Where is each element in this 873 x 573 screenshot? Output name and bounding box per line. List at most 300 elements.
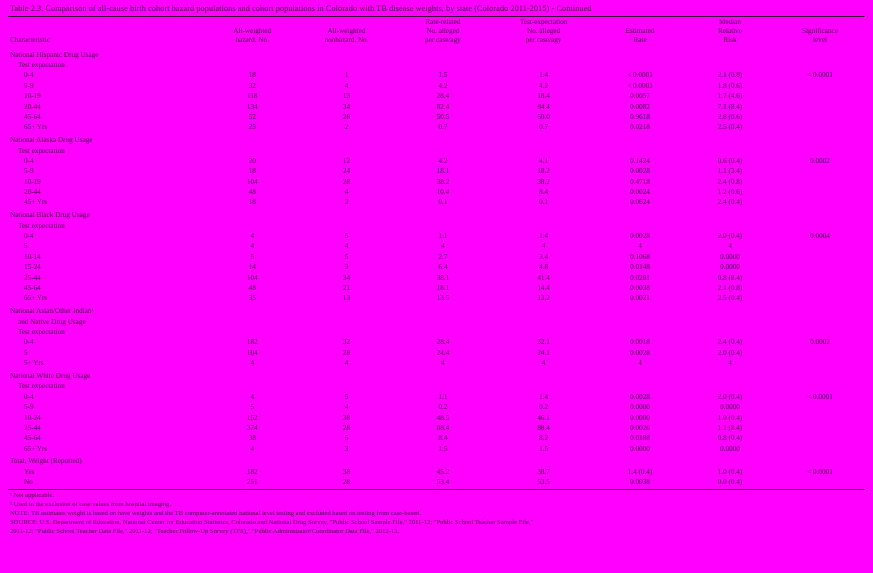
table-row (8, 167, 865, 177)
table-cell (775, 81, 865, 91)
table-cell (492, 304, 595, 317)
table-cell (492, 60, 595, 70)
table-cell: 0.0028 (630, 392, 650, 401)
table-cell (205, 208, 299, 221)
table-cell: 4 (638, 242, 642, 251)
table-cell: 45.2 (436, 467, 450, 476)
table-cell: 5 (344, 434, 349, 443)
table-cell (775, 208, 865, 221)
table-cell: 0.0148 (630, 263, 650, 272)
header-line: All-weighted (327, 27, 366, 36)
table-cell (394, 369, 493, 382)
table-cell: 50.5 (436, 112, 450, 121)
row-label: National White Drug Usage (10, 371, 91, 380)
table-cell: 0.1068 (630, 252, 650, 261)
table-cell (775, 198, 865, 208)
table-cell: 24.1 (537, 348, 550, 357)
table-cell: 1.4 (0.4) (627, 467, 653, 476)
row-label: 0-4 (24, 392, 34, 401)
table-cell: 0.1 (438, 198, 448, 207)
table-cell: 1.5 (438, 444, 448, 453)
table-cell (775, 221, 865, 231)
table-cell (775, 327, 865, 337)
table-cell: 2.7 (438, 252, 448, 261)
table-cell: 0.0000 (720, 403, 740, 412)
table-cell (205, 60, 299, 70)
table-cell: 18.1 (436, 167, 450, 176)
table-cell: 4 (728, 242, 732, 251)
table-cell (775, 123, 865, 133)
table-cell (394, 133, 493, 146)
table-cell (394, 327, 493, 337)
table-row (8, 317, 865, 327)
table-cell (775, 252, 865, 262)
table-cell: 0.1424 (630, 156, 650, 165)
table-cell: 5 (344, 252, 349, 261)
header-line: All-weighted (233, 27, 272, 36)
table-row (8, 208, 865, 221)
table-cell: 53.4 (436, 478, 450, 487)
table-cell: 1.0 (0.4) (717, 413, 743, 422)
table-cell: 0.0 (0.4) (717, 478, 743, 487)
row-label: 20-44 (24, 102, 41, 111)
table-cell: 28 (342, 177, 351, 186)
table-cell: 104 (246, 348, 258, 357)
row-label: 25-44 (24, 273, 41, 282)
table-cell (775, 146, 865, 156)
table-cell: 0.0002 (810, 156, 830, 165)
table-cell: 53.5 (537, 478, 550, 487)
table-cell (299, 133, 393, 146)
table-cell: 0.0004 (810, 232, 830, 241)
data-table (8, 17, 865, 488)
table-cell: 28 (342, 423, 351, 432)
table-cell (299, 60, 393, 70)
row-label: 15-24 (24, 263, 41, 272)
table-cell: 52 (248, 112, 256, 121)
table-cell (685, 48, 775, 61)
table-row (8, 146, 865, 156)
row-label: Test expectation (18, 61, 65, 69)
table-cell: 0.0028 (630, 167, 650, 176)
table-cell: 18.1 (436, 284, 450, 293)
table-cell: 13 (342, 92, 351, 101)
table-cell (394, 382, 493, 392)
table-cell: 3 (344, 198, 349, 207)
table-cell (205, 48, 299, 61)
row-label: 0-4 (24, 338, 34, 347)
table-cell: 12 (342, 156, 351, 165)
table-row (8, 71, 865, 81)
table-row (8, 348, 865, 358)
table-cell: 28 (342, 478, 351, 487)
table-cell (685, 382, 775, 392)
row-label: National Black Drug Usage (10, 211, 90, 220)
table-cell (492, 48, 595, 61)
row-label: National Hispanic Drug Usage (10, 50, 99, 59)
table-cell: 84.4 (537, 102, 550, 111)
table-cell (492, 221, 595, 231)
table-cell (299, 317, 393, 327)
table-cell (775, 273, 865, 283)
table-cell: 46.1 (537, 413, 550, 422)
table-row (8, 177, 865, 187)
header-line: per case/agy (525, 36, 562, 45)
table-row (8, 263, 865, 273)
table-cell: 1.7 (4.6) (717, 92, 743, 101)
table-cell (394, 221, 493, 231)
row-label: 45+ Yrs (24, 198, 48, 207)
table-cell (205, 382, 299, 392)
table-cell: 0.8 (8.4) (717, 273, 743, 282)
table-cell (299, 48, 393, 61)
table-cell (595, 327, 685, 337)
table-cell: 5 (250, 252, 255, 261)
table-cell: 4 (250, 242, 255, 251)
table-cell: 4.1 (539, 156, 549, 165)
table-cell: 104 (246, 273, 258, 282)
table-cell: 32 (248, 81, 256, 90)
table-cell (595, 208, 685, 221)
header-all-weighted-hazard (205, 17, 299, 48)
table-cell (775, 423, 865, 433)
table-cell: 4 (250, 359, 255, 368)
table-cell (775, 413, 865, 423)
row-label: and Native Drug Usage (18, 317, 86, 326)
row-label: 65+ Yrs (24, 294, 48, 303)
table-cell (394, 146, 493, 156)
table-row (8, 359, 865, 369)
header-line: No. alleged (426, 27, 460, 36)
table-cell (775, 133, 865, 146)
row-label: Test expectation (18, 221, 65, 230)
table-row (8, 423, 865, 433)
table-cell (205, 454, 299, 467)
table-cell: 0.0038 (630, 478, 650, 487)
table-cell: 18 (248, 71, 256, 80)
table-row (8, 48, 865, 61)
table-cell: 0.0002 (810, 338, 830, 347)
table-cell: 2.8 (0.6) (717, 112, 743, 121)
table-cell (775, 444, 865, 454)
table-row (8, 327, 865, 337)
table-cell: 1.1 (438, 232, 448, 241)
table-cell: 0.0018 (630, 338, 650, 347)
table-cell: 0.0000 (720, 444, 740, 453)
table-cell (299, 382, 393, 392)
row-label: Test expectation (18, 327, 65, 336)
table-cell (492, 146, 595, 156)
header-line: No. alleged (527, 27, 561, 36)
table-cell: 3 (344, 444, 349, 453)
table-cell: 8.2 (539, 434, 549, 443)
table-cell (775, 112, 865, 122)
table-cell: 4.8 (539, 263, 549, 272)
row-label: No (24, 478, 33, 487)
table-cell: 1.1 (8.4) (717, 423, 743, 432)
table-row (8, 92, 865, 102)
table-cell (685, 60, 775, 70)
row-label: 10-24 (24, 413, 41, 422)
table-cell: 118 (246, 92, 258, 101)
row-label: 65+ Yrs (24, 444, 48, 453)
table-row (8, 338, 865, 348)
table-cell (685, 146, 775, 156)
table-cell: 1.2 (0.6) (717, 188, 743, 197)
table-cell (205, 304, 299, 317)
table-cell (775, 294, 865, 304)
table-row (8, 156, 865, 166)
footnote-line: ¹ Not applicable. (10, 492, 54, 500)
table-cell (595, 369, 685, 382)
table-cell (492, 369, 595, 382)
table-cell: 182 (246, 467, 258, 476)
header-line: Risk (723, 36, 737, 45)
table-cell (775, 188, 865, 198)
row-label: 5-9 (24, 403, 34, 412)
table-cell: 4 (250, 444, 255, 453)
table-cell: 4 (728, 359, 732, 368)
table-cell: 18 (248, 167, 256, 176)
table-cell (492, 208, 595, 221)
table-cell (492, 327, 595, 337)
table-row (8, 369, 865, 382)
row-label: 25-44 (24, 423, 41, 432)
table-cell (775, 242, 865, 252)
table-cell: 0.0000 (630, 413, 650, 422)
table-cell: 28.4 (436, 92, 450, 101)
table-cell: 4.2 (438, 156, 448, 165)
table-cell: 38.1 (436, 273, 450, 282)
table-cell: 0.1 (539, 198, 549, 207)
table-cell (775, 382, 865, 392)
table-cell: 2.4 (0.8) (717, 177, 743, 186)
table-cell: 4 (344, 359, 349, 368)
row-label: 5 (24, 348, 28, 357)
table-cell (775, 359, 865, 369)
table-cell (685, 221, 775, 231)
table-cell: 32.1 (537, 338, 550, 347)
table-cell: 4 (344, 188, 349, 197)
table-row (8, 198, 865, 208)
table-cell (685, 327, 775, 337)
table-cell (394, 304, 493, 317)
header-characteristic: Characteristic (10, 36, 50, 45)
table-cell: 4 (250, 232, 255, 241)
table-cell (205, 221, 299, 231)
table-cell (205, 369, 299, 382)
table-cell: 4 (441, 242, 445, 251)
header-line: Estimated (625, 27, 655, 36)
table-cell: < 0.0001 (627, 81, 653, 90)
table-cell: 2.0 (0.4) (717, 392, 743, 401)
table-row (8, 467, 865, 477)
table-cell: 18 (248, 198, 256, 207)
table-cell: 2.0 (0.4) (717, 348, 743, 357)
table-cell (775, 454, 865, 467)
table-cell: 48.5 (436, 413, 450, 422)
table-cell: 2.5 (0.4) (717, 123, 743, 132)
table-row (8, 188, 865, 198)
table-cell: 251 (246, 478, 258, 487)
table-cell (394, 317, 493, 327)
table-cell (685, 369, 775, 382)
row-label: 65+ Yrs (24, 123, 48, 132)
table-row (8, 413, 865, 423)
table-row (8, 478, 865, 488)
row-label: 0-4 (24, 156, 34, 165)
row-label: 5+ Yrs (24, 359, 44, 368)
table-cell: 0.6 (0.4) (717, 156, 743, 165)
table-cell: 38 (342, 467, 351, 476)
table-cell (595, 454, 685, 467)
table-cell (394, 60, 493, 70)
table-cell (394, 48, 493, 61)
header-test-expectation (492, 17, 595, 48)
table-cell (685, 208, 775, 221)
table-cell: 14.4 (537, 284, 550, 293)
header-line: hazard, No. (235, 36, 269, 45)
table-cell (492, 133, 595, 146)
table-row (8, 60, 865, 70)
table-cell (205, 146, 299, 156)
table-cell: 7.1 (8.4) (717, 102, 743, 111)
table-cell: 374 (246, 423, 258, 432)
row-label: National Asian/Other Indian¹ (10, 307, 94, 316)
table-cell: 1.4 (539, 392, 549, 401)
table-row (8, 221, 865, 231)
table-cell: 2.5 (0.4) (717, 294, 743, 303)
table-cell: 182 (246, 338, 258, 347)
table-cell: 3 (344, 263, 349, 272)
row-label: 20-44 (24, 188, 41, 197)
table-cell: 0.0188 (630, 434, 650, 443)
table-cell: 0.8 (0.4) (717, 434, 743, 443)
table-cell: 38.2 (537, 177, 550, 186)
table-cell (205, 317, 299, 327)
table-cell: 1.1 (3.4) (717, 167, 743, 176)
row-label: Yes (24, 467, 35, 476)
table-cell: 0.0028 (630, 232, 650, 241)
table-cell: 2 (344, 123, 349, 132)
row-label: 10-19 (24, 92, 41, 101)
header-line: nonhazard, No. (324, 36, 369, 45)
table-cell: < 0.0001 (807, 467, 833, 476)
table-row (8, 242, 865, 252)
table-cell: 24 (342, 167, 351, 176)
table-cell: 34 (342, 102, 351, 111)
table-body (8, 48, 865, 488)
table-cell: 0.2 (438, 403, 448, 412)
table-cell (685, 454, 775, 467)
table-cell (299, 221, 393, 231)
table-cell: 82.4 (436, 102, 450, 111)
table-cell: 0.9618 (630, 112, 650, 121)
table-cell: 4 (250, 392, 255, 401)
table-cell (595, 382, 685, 392)
table-cell: 0.4718 (630, 177, 650, 186)
table-cell (595, 304, 685, 317)
table-row (8, 283, 865, 293)
row-label: 0-4 (24, 232, 34, 241)
table-cell: 8.4 (438, 434, 448, 443)
row-label: 45-64 (24, 112, 41, 121)
table-row (8, 382, 865, 392)
header-line: Median (719, 18, 741, 26)
table-cell: 50.0 (537, 112, 550, 121)
table-cell: 4 (344, 403, 349, 412)
table-cell: 41.4 (537, 273, 550, 282)
table-row (8, 392, 865, 402)
table-cell: 104 (246, 177, 258, 186)
table-cell: 24.4 (436, 348, 450, 357)
table-cell (595, 60, 685, 70)
table-cell: 0.0057 (630, 92, 650, 101)
table-row (8, 294, 865, 304)
table-cell (775, 304, 865, 317)
table-row (8, 444, 865, 454)
table-cell: 18.2 (537, 167, 550, 176)
table-cell: 2.0 (0.4) (717, 232, 743, 241)
table-cell (205, 133, 299, 146)
table-cell: 0.0000 (720, 252, 740, 261)
header-significance-level (775, 17, 865, 48)
table-cell: 0.0000 (630, 444, 650, 453)
table-cell: 2.1 (0.8) (717, 284, 743, 293)
table-cell (595, 146, 685, 156)
table-cell: 2.1 (0.8) (717, 71, 743, 80)
row-label: 45-64 (24, 434, 41, 443)
table-cell (775, 369, 865, 382)
table-cell (492, 317, 595, 327)
table-cell: < 0.0001 (627, 71, 653, 80)
table-cell: 48 (248, 284, 256, 293)
table-header (8, 17, 865, 48)
table-cell (685, 317, 775, 327)
table-cell: 4.2 (438, 81, 448, 90)
table-cell: 13.2 (537, 294, 550, 303)
table-cell: 28 (342, 112, 351, 121)
table-cell (775, 48, 865, 61)
table-cell: 88.4 (537, 423, 550, 432)
footnote-line: ² Used in the exclusion of case values from hospital imaging. (10, 501, 172, 509)
table-row (8, 304, 865, 317)
table-cell (685, 133, 775, 146)
table-cell: 1 (344, 71, 349, 80)
table-cell (685, 304, 775, 317)
table-cell (775, 177, 865, 187)
table-row (8, 112, 865, 122)
table-row (8, 403, 865, 413)
table-row (8, 133, 865, 146)
table-cell (595, 221, 685, 231)
table-cell (205, 327, 299, 337)
bottom-rule (8, 489, 865, 490)
table-cell (775, 60, 865, 70)
table-cell: 152 (246, 413, 258, 422)
table-cell (775, 348, 865, 358)
table-cell: 0.0000 (630, 403, 650, 412)
table-cell: 1.4 (539, 71, 549, 80)
table-cell: 1.0 (0.4) (717, 467, 743, 476)
table-cell: 18.4 (537, 92, 550, 101)
table-cell (775, 317, 865, 327)
table-cell: 0.7 (438, 123, 448, 132)
header-line: per case/agy (425, 36, 461, 45)
table-cell (394, 454, 493, 467)
table-cell: 0.0281 (630, 273, 650, 282)
header-line: Rate-related (425, 18, 461, 26)
